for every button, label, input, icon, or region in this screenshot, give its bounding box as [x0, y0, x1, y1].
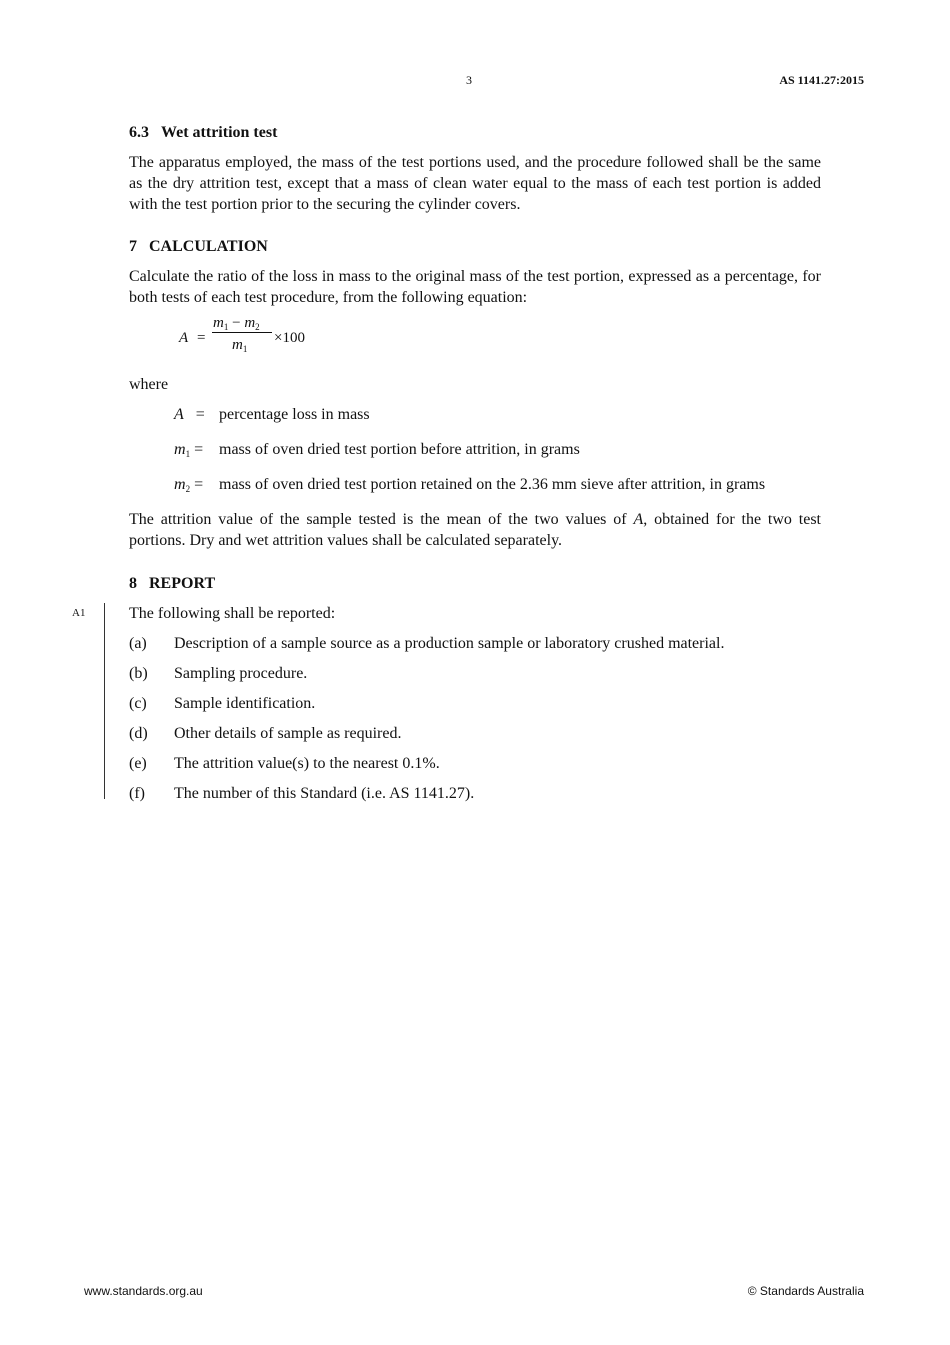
definition-text: mass of oven dried test portion retained on the 2.36 mm sieve after attrition, in grams	[219, 476, 766, 493]
section-7-closing-paragraph: The attrition value of the sample tested is the mean of the two values of A, obtained for the two test portions. Dry and wet attrition values shall be calculated separately.	[129, 511, 822, 549]
equation-numerator: $m_1 - m_2$	[213, 315, 260, 332]
definition-text: percentage loss in mass	[219, 406, 370, 423]
list-item: (b) Sampling procedure.	[129, 665, 308, 682]
section-6-3-heading	[129, 122, 821, 143]
list-item: (f) The number of this Standard (i.e. AS 1141.27).	[129, 785, 475, 802]
definition-row	[174, 474, 821, 500]
section-7-heading	[129, 236, 821, 257]
copyright-notice: © Standards Australia	[747, 1284, 864, 1298]
definition-symbol: $m_2$ =	[174, 476, 204, 494]
equation-equals: =	[197, 330, 206, 346]
definition-row	[174, 404, 821, 430]
report-items-list	[129, 633, 821, 804]
page-number: 3	[466, 73, 472, 87]
section-title: REPORT	[149, 575, 216, 592]
where-label: where	[129, 376, 169, 393]
section-8-heading	[129, 573, 821, 594]
equation-multiplier: ×100	[274, 330, 305, 346]
definition-symbol: $m_1$ =	[174, 441, 204, 459]
list-item: (d) Other details of sample as required.	[129, 725, 402, 742]
fraction-bar	[212, 332, 272, 333]
definition-row	[174, 439, 821, 465]
section-title: Wet attrition test	[161, 124, 278, 141]
section-7-paragraph: Calculate the ratio of the loss in mass to the original mass of the test portion, expressed as a percentage, for both tests of each test procedure, from the following equation:	[129, 268, 821, 306]
equation-denominator: $m_1$	[232, 337, 248, 354]
amended-report-block	[72, 603, 821, 804]
variable-definitions	[174, 404, 821, 500]
list-item: (e) The attrition value(s) to the nearest 0.1%.	[129, 755, 440, 772]
section-6-3-paragraph: The apparatus employed, the mass of the test portions used, and the procedure followed shall be the same as the dry attrition test, except that a mass of clean water equal to the mass of each test portion is added with the test portion prior to the securing the cylinder covers.	[129, 154, 821, 213]
section-number: 7	[129, 238, 137, 255]
section-number: 6.3	[129, 124, 149, 141]
section-title: CALCULATION	[149, 238, 268, 255]
attrition-equation	[177, 316, 821, 366]
section-number: 8	[129, 575, 137, 592]
standard-identifier: AS 1141.27:2015	[779, 73, 864, 87]
definition-symbol: A =	[174, 406, 205, 423]
document-body	[72, 120, 822, 813]
list-item: (a) Description of a sample source as a production sample or laboratory crushed material.	[129, 635, 725, 652]
amendment-label: A1	[72, 607, 86, 619]
report-intro: The following shall be reported:	[129, 605, 336, 622]
website-link[interactable]: www.standards.org.au	[84, 1284, 203, 1298]
amendment-bar	[104, 603, 105, 799]
list-item: (c) Sample identification.	[129, 695, 316, 712]
equation-lhs: A	[179, 330, 189, 346]
definition-text: mass of oven dried test portion before attrition, in grams	[219, 441, 580, 458]
